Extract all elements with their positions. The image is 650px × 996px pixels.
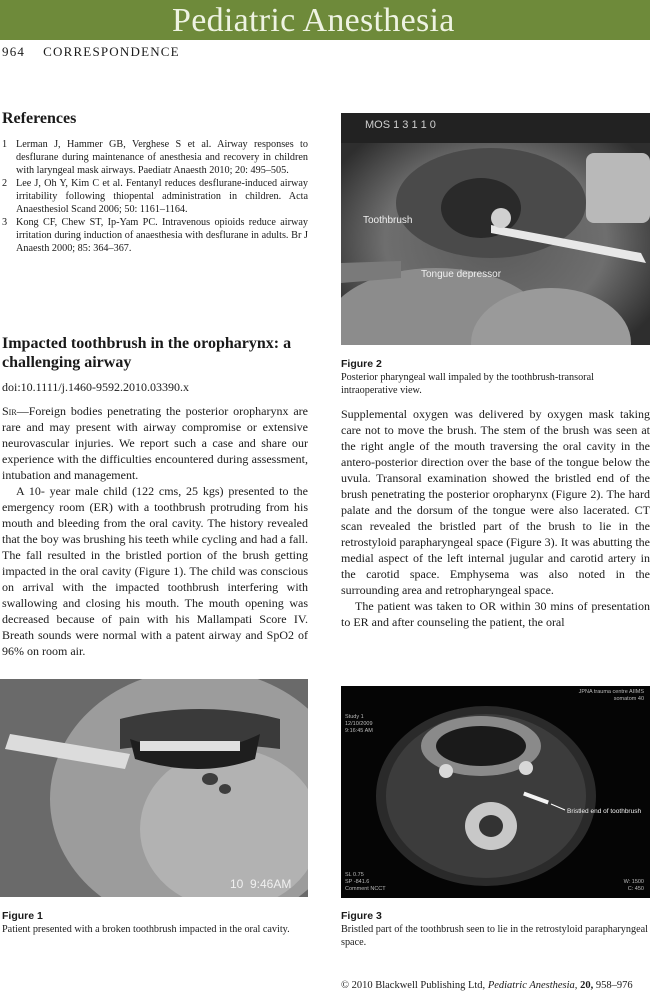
paragraph: Supplemental oxygen was delivered by oxygen mask taking care not to move the brush. The stem of the brush was seen at the right angle of the mouth traversing the oral cavity in the antero-posterior direction over the base of the tongue below the uvula. Transoral examination showed the bristled end of the brush penetrating the posterior oropharynx (Figure 2). The hard palate and the dorsum of the tongue were also lacerated. CT scan revealed the bristled part of the brush to lie in the retrostyloid parapharyngeal space (Figure 3). It was abutting the medial aspect of the left internal jugular and carotid artery in the carotid space. Emphysema was also noted in the surrounding area and retropharyngeal space. [341, 407, 650, 597]
reference-item: 3 Kong CF, Chew ST, Ip-Yam PC. Intravenous opioids reduce airway irritation during induction of anaesthesia with desflurane in adults. Br J Anaesth 2000; 85: 364–367. [2, 217, 308, 254]
figure-2-caption [341, 358, 650, 397]
running-head [2, 44, 180, 60]
figure-2-label: Figure 2 [341, 358, 382, 370]
figure-1-label: Figure 1 [2, 910, 43, 922]
ct-annotation: Bristled end of toothbrush [567, 808, 642, 815]
figure-2-label-depressor: Tongue depressor [421, 269, 502, 280]
footer-journal: Pediatric Anesthesia, [487, 980, 578, 991]
references-heading: References [2, 110, 77, 127]
figure-3-caption [341, 910, 650, 949]
figure-1-caption-text: Patient presented with a broken toothbrush impacted in the oral cavity. [2, 924, 290, 935]
intraoperative-photo [341, 113, 650, 345]
journal-title: Pediatric Anesthesia [172, 2, 455, 39]
figure-3-image [341, 686, 650, 898]
figure-3-label: Figure 3 [341, 910, 382, 922]
reference-item: 1 Lerman J, Hammer GB, Verghese S et al. Airway responses to desflurane during maintenance of anesthesia and recovery in children with laryngeal mask airways. Paediatr Anaesth 2010; 20: 495–505. [2, 139, 308, 176]
figure-1-caption [2, 910, 308, 936]
body-column-right [341, 406, 650, 630]
footer-volume: 20, [580, 980, 594, 991]
copyright-text: © 2010 Blackwell Publishing Ltd, [341, 980, 486, 991]
figure-2-label-toothbrush: Toothbrush [363, 215, 413, 226]
ct-info-bl-1: SL 0.75 [345, 872, 364, 878]
ct-info-br-1: W: 1500 [623, 879, 644, 885]
salutation: Sir [2, 404, 17, 418]
section-name: CORRESPONDENCE [43, 44, 180, 59]
ct-info-tl-1: Study 1 [345, 714, 364, 720]
figure-2-image [341, 113, 650, 345]
paragraph: A 10- year male child (122 cms, 25 kgs) presented to the emergency room (ER) with a toothbrush protruding from his mouth and bleeding from the oral cavity. The history revealed that the boy was brushing his teeth while cycling and had a fall. The fall resulted in the bristled portion of the brush getting impacted in the oral cavity (Figure 1). The child was conscious on arrival with the impacted toothbrush interfering with swallowing and closing his mouth. The mouth opening was decreased because of pain with his Mallampati Score IV. Breath sounds were normal with a patent airway and SpO2 of 96% on room air. [2, 484, 308, 658]
article-doi: doi:10.1111/j.1460-9592.2010.03390.x [2, 380, 189, 394]
reference-item: 2 Lee J, Oh Y, Kim C et al. Fentanyl reduces desflurane-induced airway irritability following thiopental administration in children. Acta Anaesthesiol Scand 2006; 50: 1161–1164. [2, 178, 308, 215]
paragraph: Sir—Foreign bodies penetrating the posterior oropharynx are rare and may present with airway compromise or extensive neurovascular injuries. We report such a case and share our experience with the difficulties encountered during assessment, intubation and management. [2, 404, 308, 482]
figure-2-caption-text: Posterior pharyngeal wall impaled by the toothbrush-transoral intraoperative view. [341, 372, 594, 396]
reference-text: Lee J, Oh Y, Kim C et al. Fentanyl reduces desflurane-induced airway irritability following thiopental administration in children. Acta Anaesthesiol Scand 2006; 50: 1161–1164. [16, 178, 308, 215]
ct-info-bl-3: Comment NCCT [345, 886, 386, 892]
paragraph: The patient was taken to OR within 30 mins of presentation to ER and after counseling the patient, the oral [341, 599, 650, 629]
patient-photo [0, 679, 308, 897]
page-footer [341, 980, 633, 991]
body-column-left [2, 403, 308, 659]
ct-info-br-2: C: 450 [627, 886, 644, 892]
journal-header-band [0, 0, 650, 40]
ct-scan [341, 686, 650, 898]
reference-text: Kong CF, Chew ST, Ip-Yam PC. Intravenous opioids reduce airway irritation during induction of anaesthesia with desflurane in adults. Br J Anaesth 2000; 85: 364–367. [16, 217, 308, 254]
ct-info-tl-2: 12/10/2009 [345, 721, 373, 727]
reference-list [2, 138, 308, 255]
reference-text: Lerman J, Hammer GB, Verghese S et al. Airway responses to desflurane during maintenance of anesthesia and recovery in children with laryngeal mask airways. Paediatr Anaesth 2010; 20: 495–505. [16, 139, 308, 176]
ct-info-tl-3: 9:16:45 AM [345, 728, 373, 734]
figure-2-top-text: MOS 1 3 1 1 0 [365, 119, 436, 131]
ct-info-tr-1: JPNA trauma centre AIIMS [578, 689, 644, 695]
footer-pages: 958–976 [595, 980, 633, 991]
ct-info-tr-2: somatom 40 [613, 696, 644, 702]
article-title: Impacted toothbrush in the oropharynx: a challenging airway [2, 335, 292, 371]
figure-3-caption-text: Bristled part of the toothbrush seen to lie in the retrostyloid parapharyngeal space. [341, 924, 648, 948]
page-number: 964 [2, 44, 26, 59]
figure-1-stamp-left: 10 [230, 877, 244, 891]
ct-info-bl-2: SP -841.6 [345, 879, 370, 885]
figure-1-image [0, 679, 308, 897]
figure-1-timestamp: 9:46AM [250, 877, 292, 891]
